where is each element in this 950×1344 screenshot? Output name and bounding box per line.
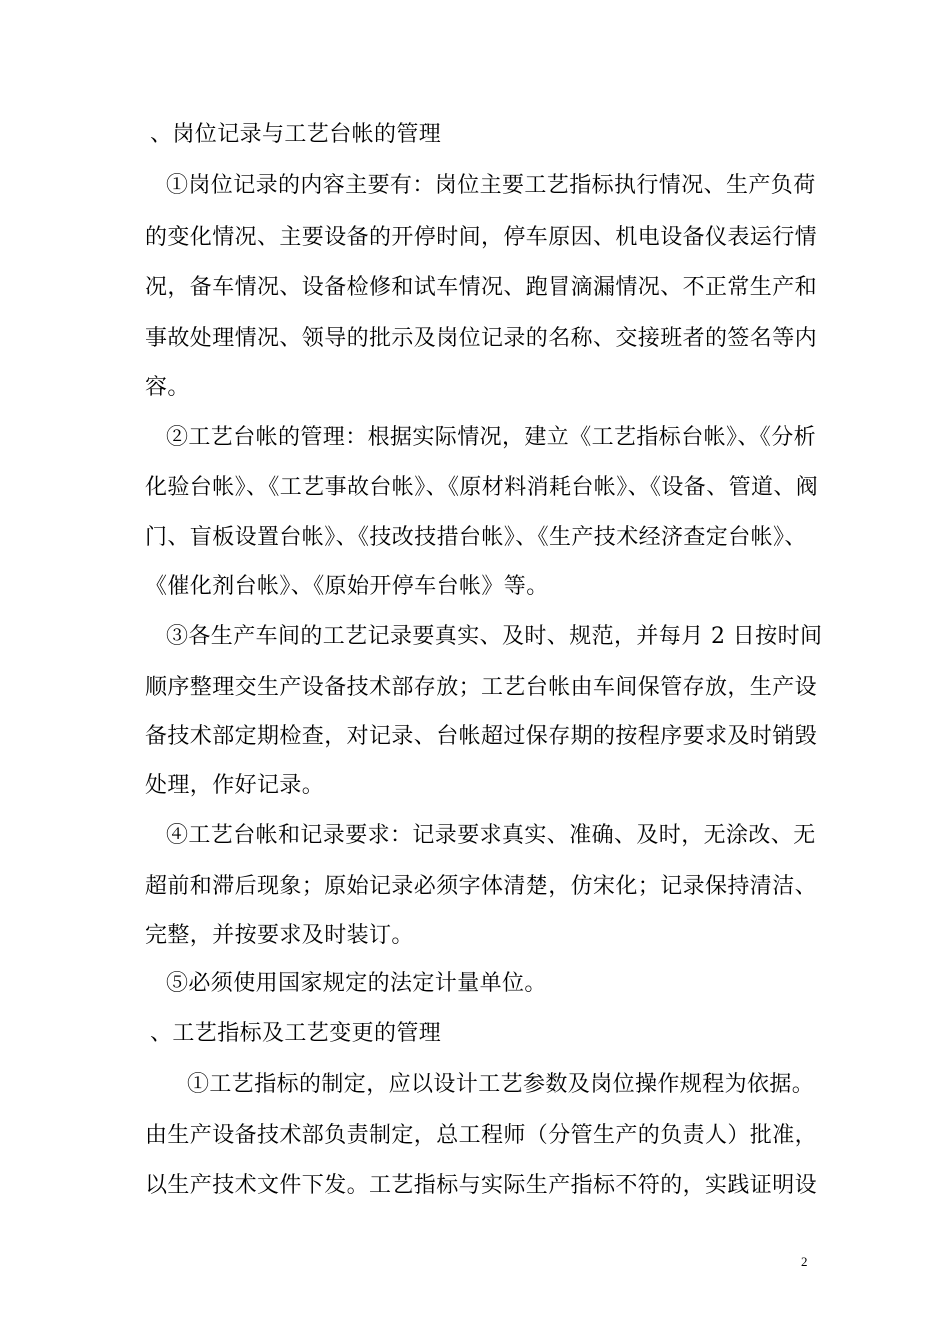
paragraph-line: 的变化情况、主要设备的开停时间，停车原因、机电设备仪表运行情 (145, 225, 818, 250)
paragraph-line: 门、盲板设置台帐》、《技改技措台帐》、《生产技术经济查定台帐》、 (145, 525, 807, 550)
section-heading-post-records: 、岗位记录与工艺台帐的管理 (150, 122, 442, 147)
paragraph-line: ③各生产车间的工艺记录要真实、及时、规范，并每月 2 日按时间 (166, 624, 823, 649)
paragraph-line: 备技术部定期检查，对记录、台帐超过保存期的按程序要求及时销毁 (145, 724, 818, 749)
paragraph-line: 由生产设备技术部负责制定，总工程师（分管生产的负责人）批准， (145, 1123, 818, 1148)
paragraph-line: ④工艺台帐和记录要求：记录要求真实、准确、及时，无涂改、无 (166, 823, 816, 848)
paragraph-line: ⑤必须使用国家规定的法定计量单位。 (166, 971, 547, 996)
paragraph-line: 事故处理情况、领导的批示及岗位记录的名称、交接班者的签名等内 (145, 326, 818, 351)
paragraph-line: ②工艺台帐的管理：根据实际情况，建立《工艺指标台帐》、《分析 (166, 425, 817, 450)
paragraph-line: 完整，并按要求及时装订。 (145, 923, 414, 948)
paragraph-line: 化验台帐》、《工艺事故台帐》、《原材料消耗台帐》、《设备、管道、阀 (145, 475, 819, 500)
paragraph-line: ①岗位记录的内容主要有：岗位主要工艺指标执行情况、生产负荷 (166, 173, 816, 198)
paragraph-line: 容。 (145, 375, 190, 400)
page-number: 2 (801, 1254, 808, 1269)
paragraph-line: 以生产技术文件下发。工艺指标与实际生产指标不符的，实践证明设 (145, 1173, 818, 1198)
paragraph-line: 《催化剂台帐》、《原始开停车台帐》等。 (145, 574, 549, 599)
paragraph-line: 处理，作好记录。 (145, 773, 325, 798)
paragraph-line: 超前和滞后现象；原始记录必须字体清楚，仿宋化；记录保持清洁、 (145, 874, 818, 899)
paragraph-line: 顺序整理交生产设备技术部存放；工艺台帐由车间保管存放，生产设 (145, 675, 818, 700)
paragraph-line: 况，备车情况、设备检修和试车情况、跑冒滴漏情况、不正常生产和 (145, 275, 818, 300)
section-heading-process-indicators: 、工艺指标及工艺变更的管理 (150, 1021, 442, 1046)
paragraph-line: ①工艺指标的制定，应以设计工艺参数及岗位操作规程为依据。 (187, 1072, 815, 1097)
